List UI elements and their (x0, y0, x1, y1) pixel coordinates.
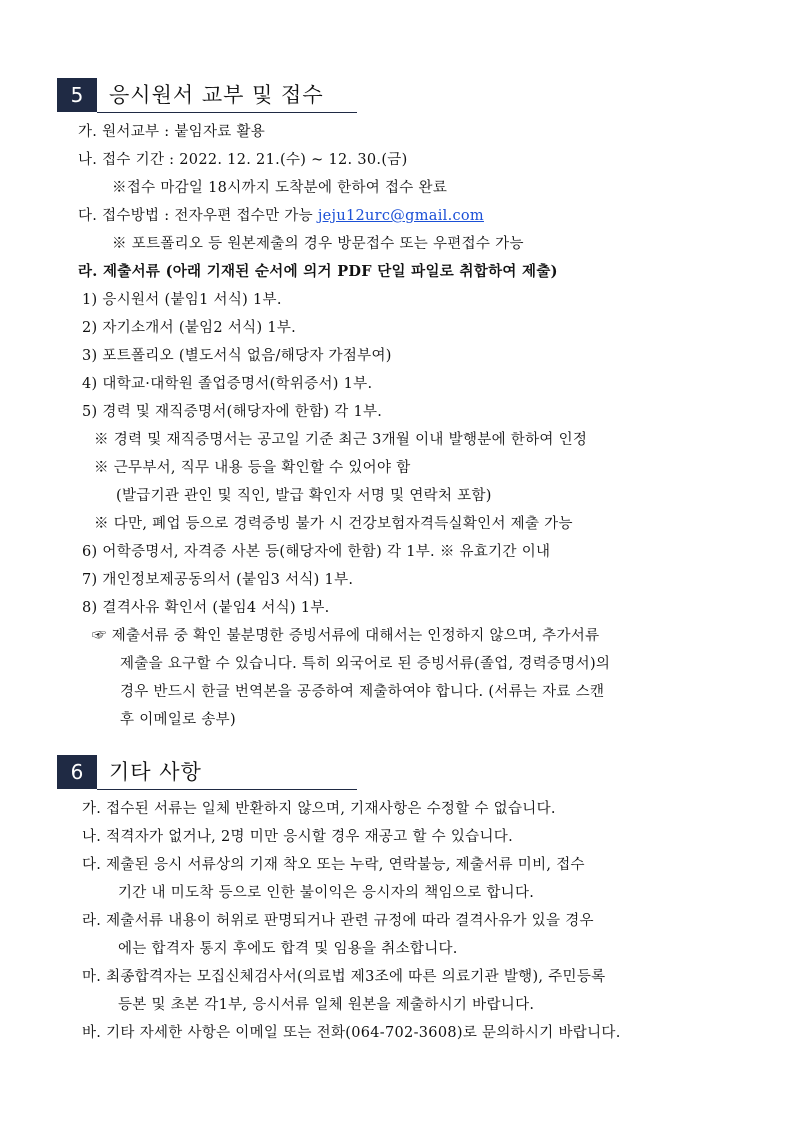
section-6-header (57, 755, 357, 791)
other-item: 가. 접수된 서류는 일체 반환하지 않으며, 기재사항은 수정할 수 없습니다. (82, 801, 556, 817)
document-item: 3) 포트폴리오 (별도서식 없음/해당자 가점부여) (82, 348, 392, 364)
other-item: 바. 기타 자세한 사항은 이메일 또는 전화(064-702-3608)로 문의하시기 바랍니다. (82, 1025, 621, 1041)
item-ga-application-distribution: 가. 원서교부 : 붙임자료 활용 (78, 124, 266, 140)
deadline-note: ※접수 마감일 18시까지 도착분에 한하여 접수 완료 (112, 180, 448, 196)
section-6-underline (97, 789, 357, 790)
other-item-continuation: 에는 합격자 통지 후에도 합격 및 임용을 취소합니다. (118, 941, 458, 957)
document-note: (발급기관 관인 및 직인, 발급 확인자 서명 및 연락처 포함) (116, 488, 492, 504)
other-item: 나. 적격자가 없거나, 2명 미만 응시할 경우 재공고 할 수 있습니다. (82, 829, 514, 845)
application-method-text: 다. 접수방법 : 전자우편 접수만 가능 (78, 208, 318, 224)
section-6-title: 기타 사항 (109, 760, 202, 784)
item-da-application-method (78, 206, 484, 226)
document-note: ※ 경력 및 재직증명서는 공고일 기준 최근 3개월 이내 발행분에 한하여 인정 (94, 432, 588, 448)
notice-line: 제출을 요구할 수 있습니다. 특히 외국어로 된 증빙서류(졸업, 경력증명서)의 (120, 656, 611, 672)
section-5-header (57, 78, 357, 114)
document-item: 8) 결격사유 확인서 (붙임4 서식) 1부. (82, 600, 330, 616)
email-link[interactable]: jeju12urc@gmail.com (317, 208, 484, 224)
notice-line: ☞ 제출서류 중 확인 불분명한 증빙서류에 대해서는 인정하지 않으며, 추가서류 (92, 628, 600, 644)
other-item-continuation: 등본 및 초본 각1부, 응시서류 일체 원본을 제출하시기 바랍니다. (118, 997, 535, 1013)
other-item: 마. 최종합격자는 모집신체검사서(의료법 제3조에 따른 의료기관 발행), 주민등록 (82, 969, 606, 985)
notice-line: 후 이메일로 송부) (120, 712, 236, 728)
document-item: 6) 어학증명서, 자격증 사본 등(해당자에 한함) 각 1부. ※ 유효기간 이내 (82, 544, 551, 560)
portfolio-submission-note: ※ 포트폴리오 등 원본제출의 경우 방문접수 또는 우편접수 가능 (112, 236, 524, 252)
section-6-number: 6 (57, 755, 97, 789)
section-5-title: 응시원서 교부 및 접수 (109, 83, 324, 107)
document-item: 5) 경력 및 재직증명서(해당자에 한함) 각 1부. (82, 404, 383, 420)
notice-line: 경우 반드시 한글 번역본을 공증하여 제출하여야 합니다. (서류는 자료 스캔 (120, 684, 605, 700)
document-item: 2) 자기소개서 (붙임2 서식) 1부. (82, 320, 297, 336)
other-item-continuation: 기간 내 미도착 등으로 인한 불이익은 응시자의 책임으로 합니다. (118, 885, 535, 901)
item-ra-required-documents: 라. 제출서류 (아래 기재된 순서에 의거 PDF 단일 파일로 취합하여 제출) (78, 263, 558, 280)
document-item: 4) 대학교·대학원 졸업증명서(학위증서) 1부. (82, 376, 373, 392)
section-5-number: 5 (57, 78, 97, 112)
document-note: ※ 다만, 폐업 등으로 경력증빙 불가 시 건강보험자격득실확인서 제출 가능 (94, 516, 573, 532)
item-na-application-period: 나. 접수 기간 : 2022. 12. 21.(수) ~ 12. 30.(금) (78, 152, 408, 168)
document-note: ※ 근무부서, 직무 내용 등을 확인할 수 있어야 함 (94, 460, 411, 476)
other-item: 다. 제출된 응시 서류상의 기재 착오 또는 누락, 연락불능, 제출서류 미비, 접수 (82, 857, 585, 873)
document-item: 7) 개인정보제공동의서 (붙임3 서식) 1부. (82, 572, 354, 588)
other-item: 라. 제출서류 내용이 허위로 판명되거나 관련 규정에 따라 결격사유가 있을 경우 (82, 913, 594, 929)
section-5-underline (97, 112, 357, 113)
document-item: 1) 응시원서 (붙임1 서식) 1부. (82, 292, 282, 308)
